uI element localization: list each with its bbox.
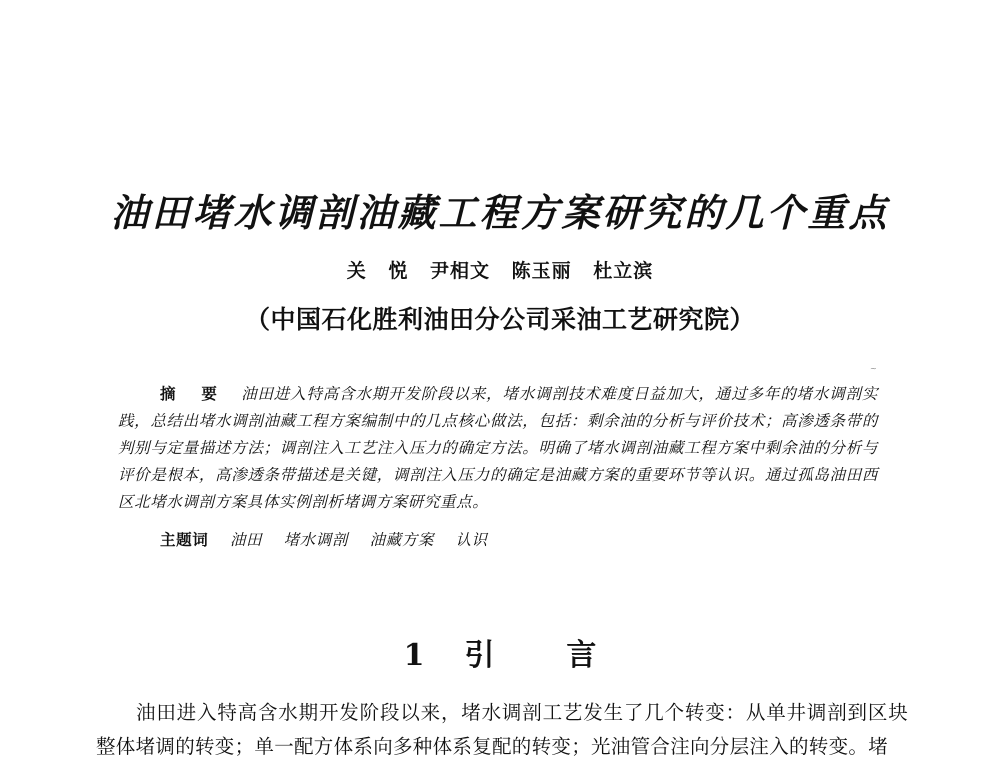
abstract bbox=[118, 380, 878, 516]
scan-artifact-mark: ~ bbox=[870, 364, 877, 373]
author-affiliation: （中国石化胜利油田分公司采油工艺研究院） bbox=[244, 305, 755, 334]
abstract-text: 油田进入特高含水期开发阶段以来，堵水调剖技术难度日益加大，通过多年的堵水调剖实践，总结出堵水调剖油藏工程方案编制中的几点核心做法，包括：剩余油的分析与评价技术；高渗透条带的判别与定量描述方法；调剖注入工艺注入压力的确定方法。明确了堵水调剖油藏工程方案中剩余油的分析与评价是根本，高渗透条带描述是关键，调剖注入压力的确定是油藏方案的重要环节等认识。通过孤岛油田西区北堵水调剖方案具体实例剖析堵调方案研究重点。 bbox=[118, 385, 878, 511]
section-number: 1 bbox=[403, 638, 425, 673]
author-list bbox=[0, 256, 1000, 283]
author-name: 陈玉丽 bbox=[511, 260, 572, 282]
keywords-label: 主题词 bbox=[160, 530, 209, 549]
author-name: 关 悦 bbox=[346, 260, 409, 282]
section-title: 引言 bbox=[464, 638, 669, 673]
keyword-item: 油田 bbox=[229, 531, 263, 549]
author-name: 尹相文 bbox=[429, 260, 490, 282]
keyword-item: 堵水调剖 bbox=[283, 531, 348, 549]
paper-title: 油田堵水调剖油藏工程方案研究的几个重点 bbox=[110, 190, 890, 235]
body-paragraph: 油田进入特高含水期开发阶段以来，堵水调剖工艺发生了几个转变：从单井调剖到区块整体堵调的转变；单一配方体系向多种体系复配的转变；光油管合注向分层注入的转变。堵 bbox=[96, 701, 908, 758]
section-heading bbox=[0, 630, 1000, 674]
keyword-item: 认识 bbox=[455, 531, 488, 549]
keyword-item: 油藏方案 bbox=[369, 531, 434, 549]
author-name: 杜立滨 bbox=[593, 260, 654, 282]
keywords bbox=[160, 526, 860, 554]
abstract-label: 摘 要 bbox=[160, 384, 228, 403]
